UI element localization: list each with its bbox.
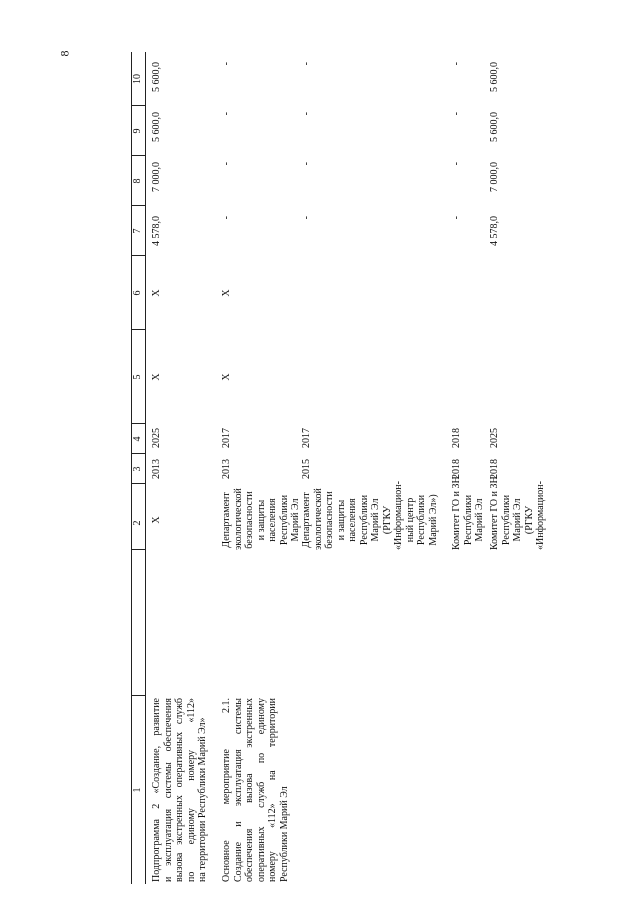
- cell-line: по единому номеру «112»: [185, 698, 197, 882]
- header-separator: [131, 695, 145, 696]
- header-separator: [131, 205, 145, 206]
- amount-cell-7: 4 578,0: [151, 216, 162, 246]
- cell-line: Подпрограмма 2 «Создание, развитие: [151, 698, 162, 882]
- program-name-cell: [151, 698, 209, 882]
- cell-line: Основное мероприятие 2.1.: [221, 698, 232, 882]
- amount-cell-8: 7 000,0: [151, 162, 162, 192]
- amount-cell-8: -: [451, 162, 462, 166]
- cell-line: обеспечения вызова экстренных: [244, 698, 255, 882]
- header-separator: [131, 105, 145, 106]
- cell-line: Республики: [462, 494, 474, 546]
- start-year-cell: 2018: [451, 459, 462, 479]
- cell-line: Марий Эл: [290, 498, 301, 542]
- cell-line: (РГКУ: [381, 505, 393, 535]
- end-year-cell: 2017: [301, 428, 312, 448]
- cell-line: Департамент: [301, 492, 312, 548]
- cell-line: населения: [347, 498, 358, 542]
- amount-cell-7: -: [301, 216, 312, 220]
- start-year-cell: 2015: [301, 459, 312, 479]
- amount-cell-10: -: [301, 62, 312, 66]
- code-cell-5: X: [151, 373, 162, 381]
- page-number: 8: [57, 50, 72, 57]
- executor-cell: [221, 490, 302, 550]
- header-separator: [131, 483, 145, 484]
- cell-line: X: [151, 516, 162, 524]
- amount-cell-8: -: [221, 162, 232, 166]
- cell-line: населения: [267, 498, 278, 542]
- amount-cell-8: 7 000,0: [489, 162, 500, 192]
- header-separator: [131, 255, 145, 256]
- column-number: 3: [132, 466, 143, 472]
- cell-line: Марий Эл»): [427, 494, 439, 546]
- code-cell-5: X: [221, 373, 232, 381]
- amount-cell-8: -: [301, 162, 312, 166]
- column-number: 7: [132, 228, 143, 234]
- executor-cell: [489, 476, 547, 550]
- cell-line: Марий Эл: [474, 498, 485, 542]
- start-year-cell: 2018: [489, 459, 500, 479]
- executor-cell: [151, 490, 163, 550]
- cell-line: Республики: [358, 494, 370, 546]
- end-year-cell: 2025: [151, 428, 162, 448]
- cell-line: вызова экстренных оперативных служб: [174, 698, 185, 882]
- program-name-cell: [221, 698, 290, 882]
- cell-line: Комитет ГО и ЗН: [451, 476, 462, 550]
- column-number: 10: [132, 74, 143, 84]
- cell-line: безопасности: [244, 491, 255, 549]
- start-year-cell: 2013: [151, 459, 162, 479]
- cell-line: Департамент: [221, 492, 232, 548]
- amount-cell-7: -: [221, 216, 232, 220]
- cell-line: номеру «112» на территории: [267, 698, 278, 882]
- cell-line: (РГКУ: [523, 505, 535, 535]
- end-year-cell: 2017: [221, 428, 232, 448]
- amount-cell-9: -: [221, 112, 232, 116]
- executor-cell: [451, 476, 486, 550]
- header-separator: [131, 329, 145, 330]
- header-rule: [145, 52, 146, 884]
- cell-line: «Информацион-: [393, 481, 404, 550]
- rotated-table: [131, 52, 546, 884]
- executor-cell: [301, 481, 439, 550]
- column-number: 2: [132, 520, 143, 526]
- amount-cell-9: 5 600,0: [489, 112, 500, 142]
- amount-cell-10: 5 600,0: [489, 62, 500, 92]
- amount-cell-7: 4 578,0: [489, 216, 500, 246]
- column-number: 5: [132, 374, 143, 380]
- cell-line: безопасности: [324, 491, 335, 549]
- code-cell-6: X: [151, 289, 162, 297]
- cell-line: экологической: [232, 488, 244, 550]
- cell-line: оперативных служб по единому: [255, 698, 267, 882]
- cell-line: Республики: [278, 494, 290, 546]
- amount-cell-10: -: [451, 62, 462, 66]
- header-separator: [131, 423, 145, 424]
- column-number: 9: [132, 128, 143, 134]
- cell-line: и эксплуатация системы обеспечения: [162, 698, 174, 882]
- cell-line: и защиты: [335, 499, 347, 541]
- cell-line: Республики Марий Эл: [278, 786, 290, 882]
- amount-cell-10: 5 600,0: [151, 62, 162, 92]
- header-separator: [131, 453, 145, 454]
- cell-line: Республики: [500, 494, 512, 546]
- start-year-cell: 2013: [221, 459, 232, 479]
- column-number: 1: [132, 787, 143, 793]
- cell-line: Комитет ГО и ЗН: [489, 476, 500, 550]
- header-separator: [131, 549, 145, 550]
- cell-line: Республики: [416, 494, 427, 546]
- cell-line: «Информацион-: [535, 481, 546, 550]
- code-cell-6: X: [221, 289, 232, 297]
- amount-cell-10: -: [221, 62, 232, 66]
- column-number: 8: [132, 178, 143, 184]
- cell-line: Марий Эл: [512, 498, 523, 542]
- cell-line: на территории Республики Марий Эл»: [197, 717, 208, 882]
- cell-line: ный центр: [404, 497, 416, 543]
- cell-line: и защиты: [255, 499, 267, 541]
- column-number: 4: [132, 436, 143, 442]
- end-year-cell: 2018: [451, 428, 462, 448]
- amount-cell-7: -: [451, 216, 462, 220]
- amount-cell-9: -: [451, 112, 462, 116]
- amount-cell-9: 5 600,0: [151, 112, 162, 142]
- column-number: 6: [132, 290, 143, 296]
- cell-line: Марий Эл: [370, 498, 381, 542]
- header-separator: [131, 155, 145, 156]
- cell-line: Создание и эксплуатация системы: [232, 698, 244, 882]
- amount-cell-9: -: [301, 112, 312, 116]
- cell-line: экологической: [312, 488, 324, 550]
- end-year-cell: 2025: [489, 428, 500, 448]
